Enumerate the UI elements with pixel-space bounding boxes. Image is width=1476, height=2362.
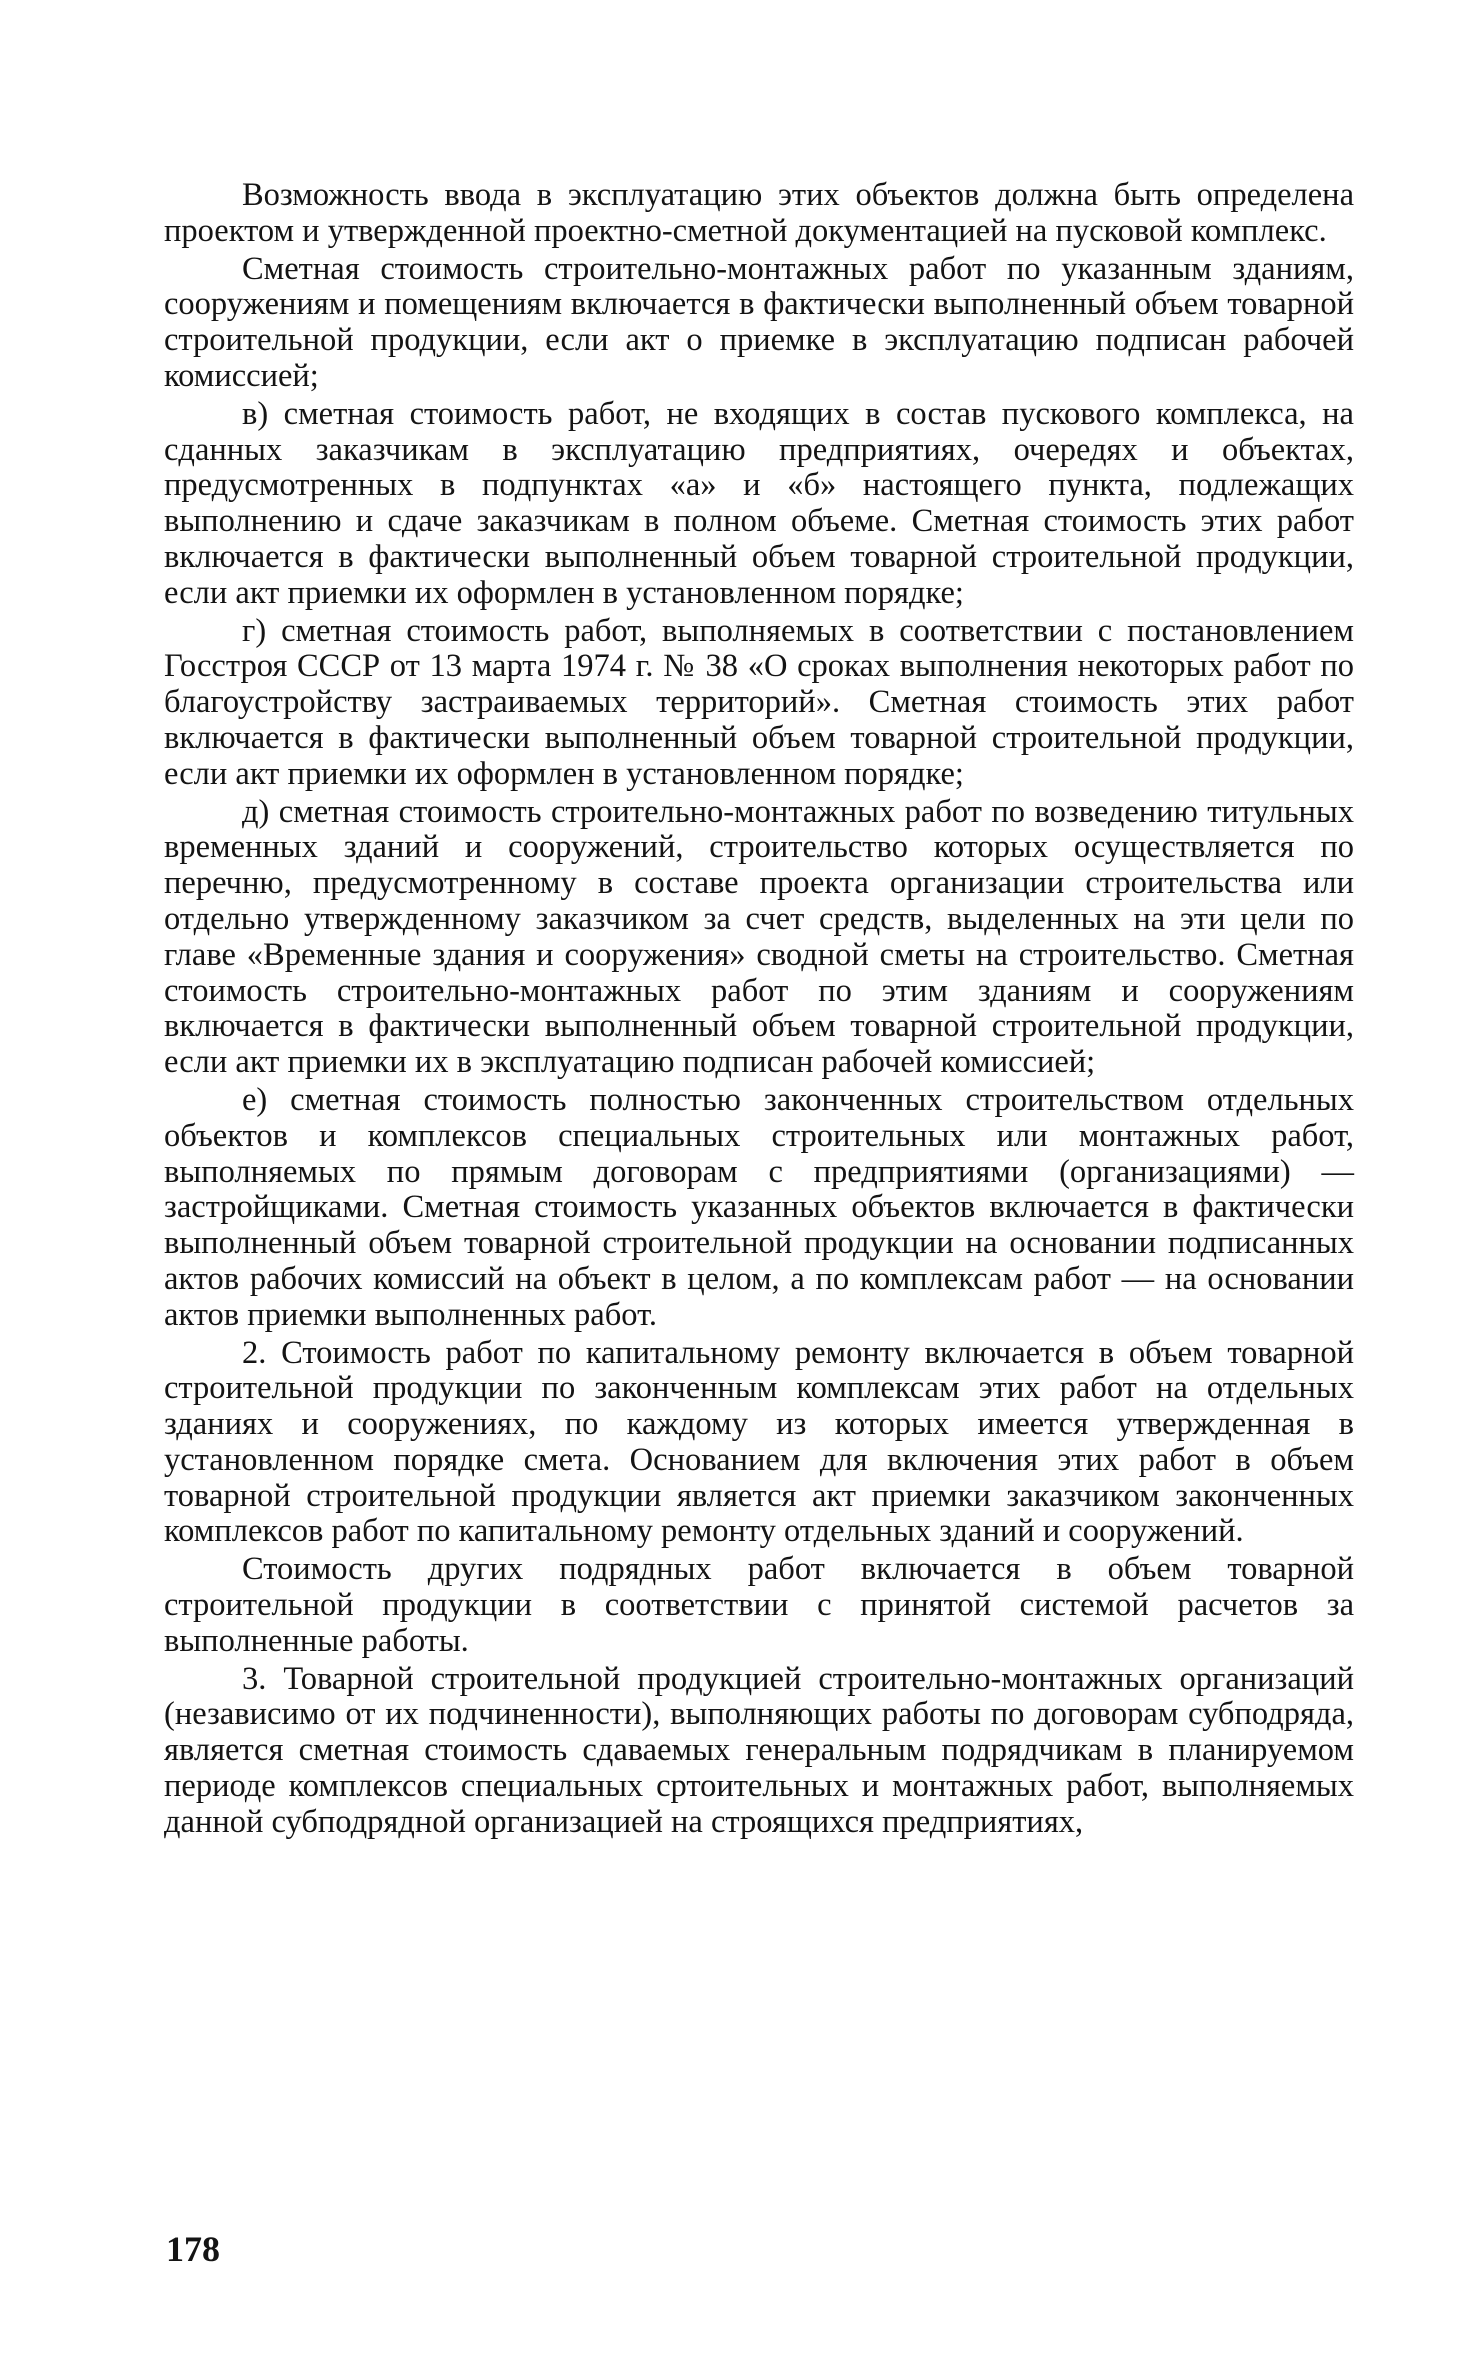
paragraph: Сметная стоимость строительно-монтажных работ по указанным зданиям, сооружениям и помещениям включается в фактически выполненный объем товарной строительной продукции, если акт о приемке в эксплуатацию подписан рабочей комиссией; [164,250,1354,394]
paragraph: 3. Товарной строительной продукцией строительно-монтажных организаций (независимо от их подчиненности), выполняющих работы по договорам субподряда, является сметная стоимость сдаваемых генеральным подрядчикам в планируемом периоде комплексов специальных сртоительных и монтажных работ, выполняемых данной субподрядной организацией на строящихся предприятиях, [164,1660,1354,1840]
paragraph: е) сметная стоимость полностью законченных строительством отдельных объектов и комплексов специальных строительных или монтажных работ, выполняемых по прямым договорам с предприятиями (организациями) — застройщиками. Сметная стоимость указанных объектов включается в фактически выполненный объем товарной строительной продукции на основании подписанных актов рабочих комиссий на объект в целом, а по комплексам работ — на основании актов приемки выполненных работ. [164,1081,1354,1333]
paragraph: 2. Стоимость работ по капитальному ремонту включается в объем товарной строительной продукции по законченным комплексам этих работ на отдельных зданиях и сооружениях, по каждому из которых имеется утвержденная в установленном порядке смета. Основанием для включения этих работ в объем товарной строительной продукции является акт приемки заказчиком законченных комплексов работ по капитальному ремонту отдельных зданий и сооружений. [164,1334,1354,1550]
paragraph: г) сметная стоимость работ, выполняемых в соответствии с постановлением Госстроя СССР от 13 марта 1974 г. № 38 «О сроках выполнения некоторых работ по благоустройству застраиваемых территорий». Сметная стоимость этих работ включается в фактически выполненный объем товарной строительной продукции, если акт приемки их оформлен в установленном порядке; [164,612,1354,792]
paragraph: Стоимость других подрядных работ включается в объем товарной строительной продукции в соответствии с принятой системой расчетов за выполненные работы. [164,1551,1354,1659]
page-body [164,178,1354,1841]
paragraph: в) сметная стоимость работ, не входящих в состав пускового комплекса, на сданных заказчикам в эксплуатацию предприятиях, очередях и объектах, предусмотренных в подпунктах «а» и «б» настоящего пункта, подлежащих выполнению и сдаче заказчикам в полном объеме. Сметная стоимость этих работ включается в фактически выполненный объем товарной строительной продукции, если акт приемки их оформлен в установленном порядке; [164,395,1354,611]
paragraph: Возможность ввода в эксплуатацию этих объектов должна быть определена проектом и утвержденной проектно-сметной документацией на пусковой комплекс. [164,177,1354,249]
paragraph: д) сметная стоимость строительно-монтажных работ по возведению титульных временных зданий и сооружений, строительство которых осуществляется по перечню, предусмотренному в составе проекта организации строительства или отдельно утвержденному заказчиком за счет средств, выделенных на эти цели по главе «Временные здания и сооружения» сводной сметы на строительство. Сметная стоимость строительно-монтажных работ по этим зданиям и сооружениям включается в фактически выполненный объем товарной строительной продукции, если акт приемки их в эксплуатацию подписан рабочей комиссией; [164,793,1354,1081]
page-number: 178 [166,2229,220,2269]
